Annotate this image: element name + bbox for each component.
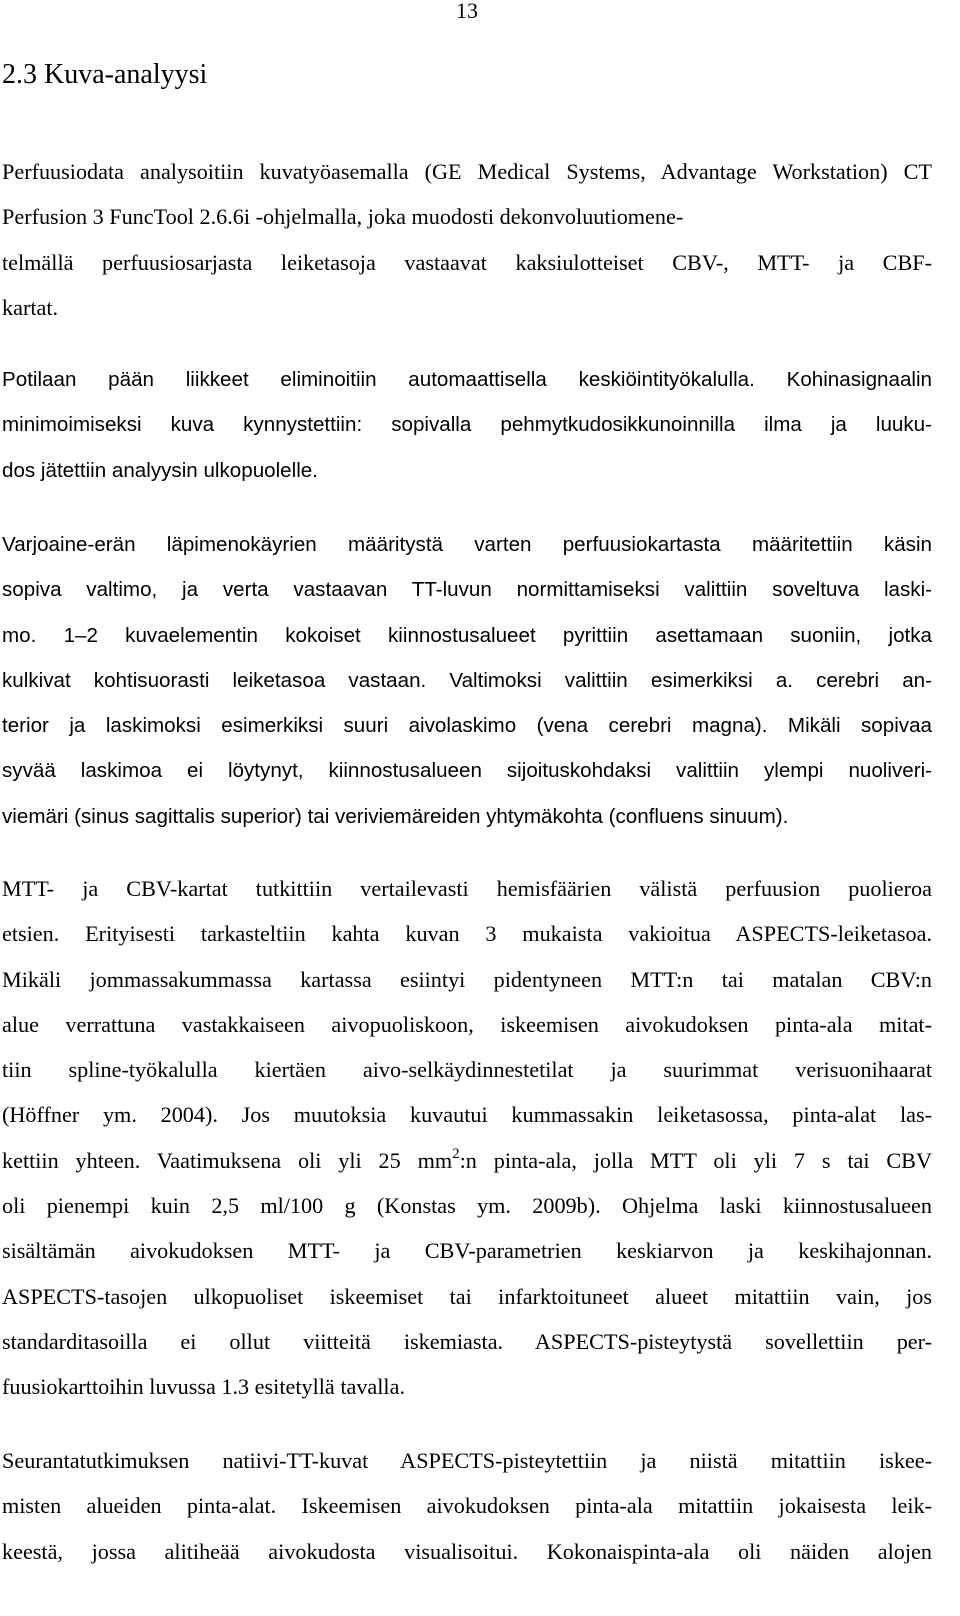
text-line: keestä, jossa alitiheää aivokudosta visualisoitui. Kokonaispinta-ala oli näiden alojen xyxy=(2,1538,932,1564)
text-line: telmällä perfuusiosarjasta leiketasoja vastaavat kaksiulotteiset CBV-, MTT- ja CBF- xyxy=(2,249,932,275)
text-line: kulkivat kohtisuorasti leiketasoa vastaan. Valtimoksi valittiin esimerkiksi a. cerebri an- xyxy=(2,668,932,692)
paragraph-2 xyxy=(2,357,932,493)
text-line: syvää laskimoa ei löytynyt, kiinnostusalueen sijoituskohdaksi valittiin ylempi nuoliveri- xyxy=(2,759,932,783)
text-line: mo. 1–2 kuvaelementin kokoiset kiinnostusalueet pyrittiin asettamaan suoniin, jotka xyxy=(2,623,932,647)
text-line: Potilaan pään liikkeet eliminoitiin automaattisella keskiöintityökalulla. Kohinasignaalin xyxy=(2,368,932,391)
text-line: oli pienempi kuin 2,5 ml/100 g (Konstas ym. 2009b). Ohjelma laski kiinnostusalueen xyxy=(2,1193,932,1219)
text-line-tail: :n pinta-ala, jolla MTT oli yli 7 s tai CBV xyxy=(459,1147,932,1173)
text-line: alue verrattuna vastakkaiseen aivopuoliskoon, iskeemisen aivokudoksen pinta-ala mitat- xyxy=(2,1011,932,1037)
text-line xyxy=(2,1138,932,1183)
text-line: dos jätettiin analyysin ulkopuolelle. xyxy=(2,458,318,482)
paragraph-1 xyxy=(2,149,932,330)
text-line: kartat. xyxy=(2,294,59,320)
text-line: viemäri (sinus sagittalis superior) tai veriviemäreiden yhtymäkohta (confluens sinuum). xyxy=(2,804,789,828)
text-line: terior ja laskimoksi esimerkiksi suuri aivolaskimo (vena cerebri magna). Mikäli sopivaa xyxy=(2,714,932,738)
text-line: MTT- ja CBV-kartat tutkittiin vertailevasti hemisfäärien välistä perfuusion puolieroa xyxy=(2,876,932,901)
text-line: standarditasoilla ei ollut viitteitä iskemiasta. ASPECTS-pisteytystä sovellettiin per- xyxy=(2,1328,932,1354)
text-line: sopiva valtimo, ja verta vastaavan TT-luvun normittamiseksi valittiin soveltuva laski- xyxy=(2,578,932,602)
text-line: tiin spline-työkalulla kiertäen aivo-selkäydinnestetilat ja suurimmat verisuonihaarat xyxy=(2,1057,932,1083)
text-line: Perfuusiodata analysoitiin kuvatyöasemalla (GE Medical Systems, Advantage Workstation) CT Perfusion 3 FuncTool 2.6.6i -ohjelmalla, joka muodosti dekonvoluutiomene- xyxy=(2,159,932,230)
page-number: 13 xyxy=(456,0,478,23)
text-line: minimoimiseksi kuva kynnystettiin: sopivalla pehmytkudosikkunoinnilla ilma ja luuku- xyxy=(2,413,932,437)
section-heading: 2.3 Kuva-analyysi xyxy=(2,59,208,90)
text-line: Mikäli jommassakummassa kartassa esiintyi pidentyneen MTT:n tai matalan CBV:n xyxy=(2,966,932,992)
text-line: sisältämän aivokudoksen MTT- ja CBV-parametrien keskiarvon ja keskihajonnan. xyxy=(2,1238,932,1264)
text-line: misten alueiden pinta-alat. Iskeemisen aivokudoksen pinta-ala mitattiin jokaisesta leik- xyxy=(2,1493,932,1519)
text-line: (Höffner ym. 2004). Jos muutoksia kuvautui kummassakin leiketasossa, pinta-alat las- xyxy=(2,1102,932,1128)
text-line: ASPECTS-tasojen ulkopuoliset iskeemiset tai infarktoituneet alueet mitattiin vain, jos xyxy=(2,1283,932,1309)
paragraph-5 xyxy=(2,1438,932,1574)
text-line: etsien. Erityisesti tarkasteltiin kahta kuvan 3 mukaista vakioitua ASPECTS-leiketasoa. xyxy=(2,921,932,947)
text-line: Varjoaine-erän läpimenokäyrien määritystä varten perfuusiokartasta määritettiin käsin xyxy=(2,533,932,556)
text-line: fuusiokarttoihin luvussa 1.3 esitetyllä tavalla. xyxy=(2,1374,405,1400)
paragraph-4 xyxy=(2,866,932,1410)
superscript-squared: 2 xyxy=(452,1145,460,1162)
text-line: Seurantatutkimuksen natiivi-TT-kuvat ASPECTS-pisteytettiin ja niistä mitattiin iskee- xyxy=(2,1448,932,1473)
text-line-head: kettiin yhteen. Vaatimuksena oli yli 25 mm xyxy=(2,1147,453,1173)
paragraph-3 xyxy=(2,522,932,839)
